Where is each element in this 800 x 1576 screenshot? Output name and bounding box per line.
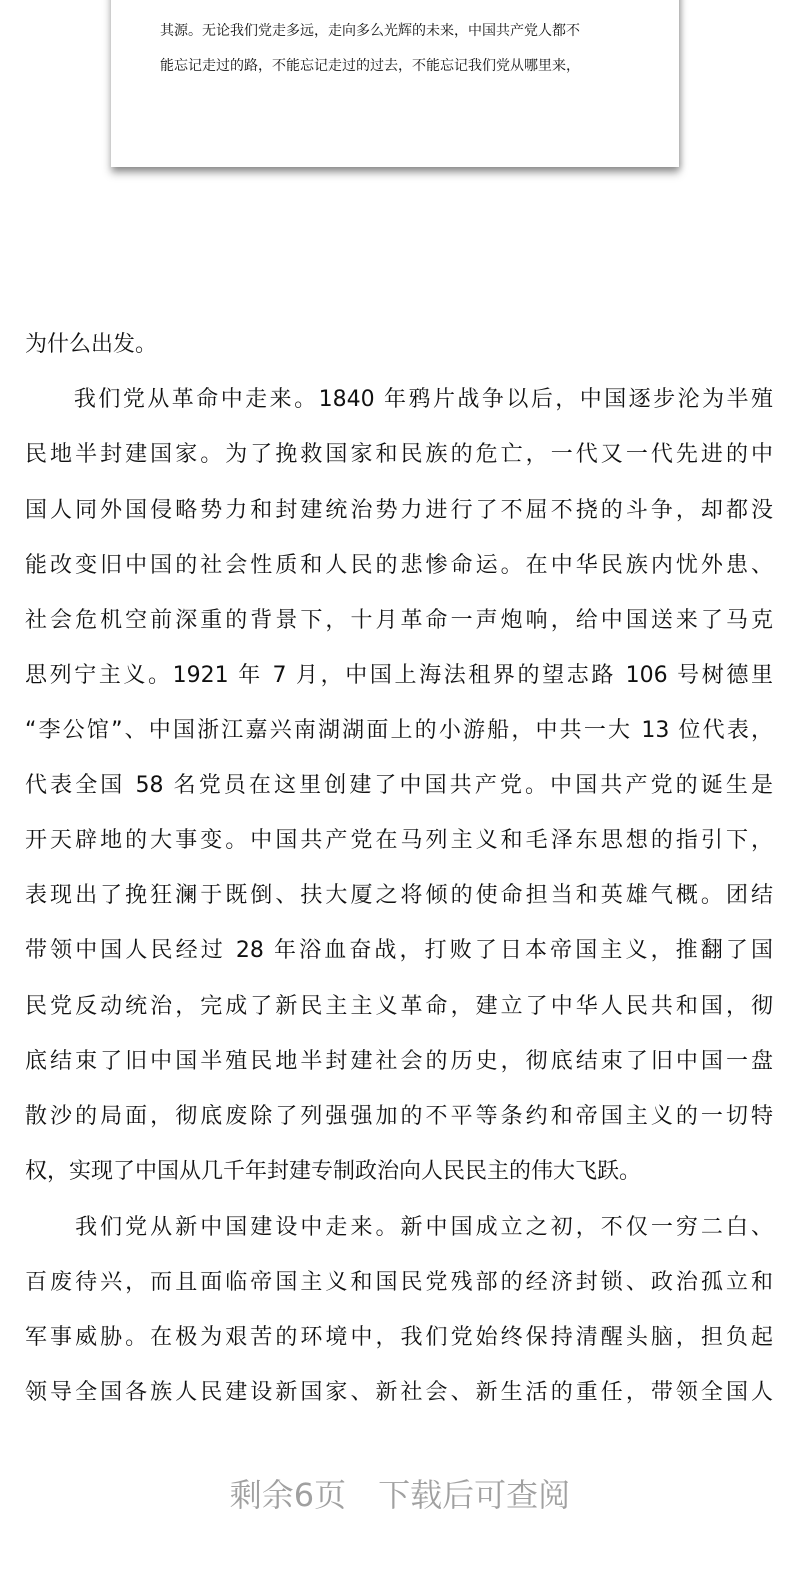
body-text-line: 带领中国人民经过 28 年浴血奋战，打败了日本帝国主义，推翻了国 bbox=[25, 938, 773, 963]
body-text-line: 权，实现了中国从几千年封建专制政治向人民民主的伟大飞跃。 bbox=[25, 1159, 642, 1184]
body-text-line: 社会危机空前深重的背景下，十月革命一声炮响，给中国送来了马克 bbox=[25, 608, 773, 633]
body-text-line: “李公馆”、中国浙江嘉兴南湖湖面上的小游船，中共一大 13 位代表， bbox=[25, 718, 773, 743]
body-text-line: 底结束了旧中国半殖民地半封建社会的历史，彻底结束了旧中国一盘 bbox=[25, 1049, 773, 1074]
body-text-line: 表现出了挽狂澜于既倒、扶大厦之将倾的使命担当和英雄气概。团结 bbox=[25, 883, 773, 908]
body-text-line: 我们党从新中国建设中走来。新中国成立之初，不仅一穷二白、 bbox=[25, 1215, 773, 1240]
body-text-line: 能改变旧中国的社会性质和人民的悲惨命运。在中华民族内忧外患、 bbox=[25, 553, 773, 578]
card-text-line: 其源。无论我们党走多远，走向多么光辉的未来，中国共产党人都不 bbox=[160, 23, 580, 39]
download-prompt[interactable] bbox=[0, 1470, 800, 1516]
body-text-line: 我们党从革命中走来。1840 年鸦片战争以后，中国逐步沦为半殖 bbox=[25, 387, 773, 412]
body-text-line: 国人同外国侵略势力和封建统治势力进行了不屈不挠的斗争，却都没 bbox=[25, 498, 773, 523]
download-hint-label[interactable]: 下载后可查阅 bbox=[378, 1476, 571, 1514]
body-text-line: 为什么出发。 bbox=[25, 332, 158, 357]
body-text-line: 散沙的局面，彻底废除了列强强加的不平等条约和帝国主义的一切特 bbox=[25, 1104, 773, 1129]
body-text-line: 民地半封建国家。为了挽救国家和民族的危亡，一代又一代先进的中 bbox=[25, 442, 773, 467]
card-text-line: 能忘记走过的路，不能忘记走过的过去，不能忘记我们党从哪里来， bbox=[160, 58, 580, 74]
body-text-line: 代表全国 58 名党员在这里创建了中国共产党。中国共产党的诞生是 bbox=[25, 773, 773, 798]
remaining-pages-label: 剩余6页 bbox=[229, 1476, 347, 1514]
body-text-line: 百废待兴，而且面临帝国主义和国民党残部的经济封锁、政治孤立和 bbox=[25, 1270, 773, 1295]
body-text-line: 思列宁主义。1921 年 7 月，中国上海法租界的望志路 106 号树德里 bbox=[25, 663, 773, 688]
preview-card bbox=[111, 0, 679, 167]
body-text-line: 民党反动统治，完成了新民主主义革命，建立了中华人民共和国，彻 bbox=[25, 994, 773, 1019]
body-text-line: 开天辟地的大事变。中国共产党在马列主义和毛泽东思想的指引下， bbox=[25, 828, 773, 853]
body-text-line: 领导全国各族人民建设新国家、新社会、新生活的重任，带领全国人 bbox=[25, 1380, 773, 1405]
body-text-line: 军事威胁。在极为艰苦的环境中，我们党始终保持清醒头脑，担负起 bbox=[25, 1325, 773, 1350]
